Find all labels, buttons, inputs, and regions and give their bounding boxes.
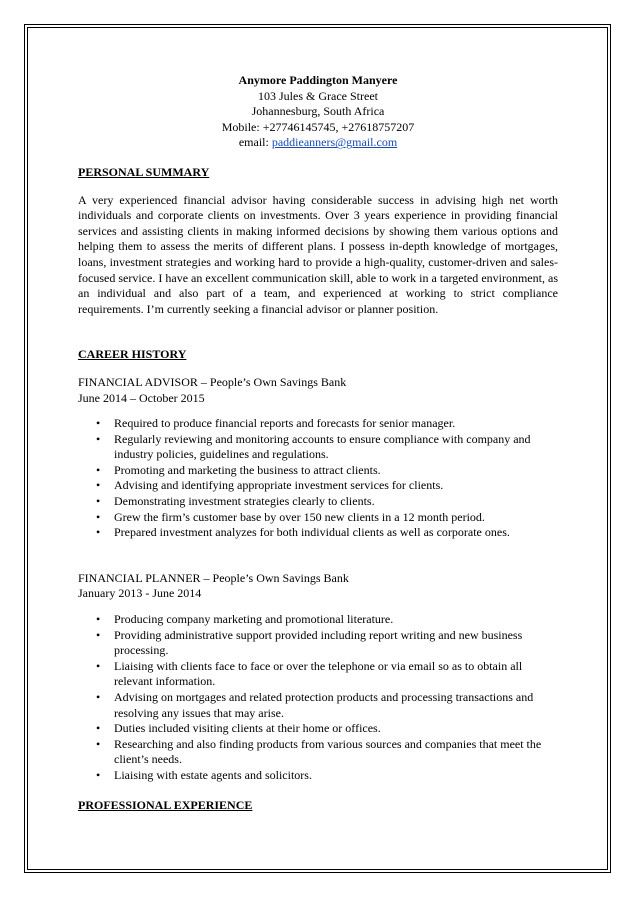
job-entry — [78, 571, 558, 784]
duty-item: • Promoting and marketing the business to attract clients. — [114, 463, 558, 479]
duty-item: • Grew the firm’s customer base by over 150 new clients in a 12 month period. — [114, 510, 558, 526]
job-dates: June 2014 – October 2015 — [78, 390, 205, 405]
job-title: FINANCIAL PLANNER – People’s Own Savings Bank — [78, 570, 349, 585]
candidate-name: Anymore Paddington Manyere — [238, 73, 398, 87]
address-line-1: 103 Jules & Grace Street — [258, 88, 378, 103]
email-line — [78, 135, 558, 151]
job-entry — [78, 375, 558, 541]
email-link[interactable]: paddieanners@gmail.com — [271, 135, 398, 150]
job-duties-list — [78, 416, 558, 541]
email-label: email: — [238, 135, 272, 150]
summary-heading: PERSONAL SUMMARY — [78, 164, 210, 179]
experience-heading: PROFESSIONAL EXPERIENCE — [78, 797, 253, 812]
duty-item: • Liaising with estate agents and solicitors. — [114, 768, 558, 784]
job-duties-list — [78, 612, 558, 784]
summary-text: A very experienced financial advisor having considerable success in advising high net worth individuals and corporate clients on investments. Over 3 years experience in providing financial services and assisting clients in making informed decisions by showing them various options and helping them to assess the merits of different plans. I possess in-depth knowledge of mortgages, loans, investment strategies and working hard to provide a high-quality, customer-driven and sales-focused service. I have an excellent communication skill, able to work in a targeted environment, as an individual and also part of a team, and experienced at working to strict compliance requirements. I’m currently seeking a financial advisor or planner position. — [78, 192, 558, 316]
duty-item: • Providing administrative support provided including report writing and new business processing. — [114, 628, 558, 659]
duty-item: • Required to produce financial reports and forecasts for senior manager. — [114, 416, 558, 432]
duty-item: • Liaising with clients face to face or over the telephone or via email so as to obtain all relevant information. — [114, 659, 558, 690]
duty-item: • Advising and identifying appropriate investment services for clients. — [114, 478, 558, 494]
job-dates: January 2013 - June 2014 — [78, 586, 202, 601]
duty-item: • Regularly reviewing and monitoring accounts to ensure compliance with company and industry policies, guidelines and regulations. — [114, 432, 558, 463]
duty-item: • Demonstrating investment strategies clearly to clients. — [114, 494, 558, 510]
resume-content — [78, 73, 558, 825]
duty-item: • Duties included visiting clients at their home or offices. — [114, 721, 558, 737]
career-heading: CAREER HISTORY — [78, 347, 187, 362]
duty-item: • Advising on mortgages and related protection products and processing transactions and resolving any issues that may arise. — [114, 690, 558, 721]
job-title: FINANCIAL ADVISOR – People’s Own Savings Bank — [78, 374, 347, 389]
mobile-numbers: Mobile: +27746145745, +27618757207 — [221, 119, 415, 134]
duty-item: • Producing company marketing and promotional literature. — [114, 612, 558, 628]
duty-item: • Prepared investment analyzes for both individual clients as well as corporate ones. — [114, 525, 558, 541]
duty-item: • Researching and also finding products from various sources and companies that meet the client’s needs. — [114, 737, 558, 768]
resume-header — [78, 73, 558, 151]
address-line-2: Johannesburg, South Africa — [251, 104, 385, 119]
